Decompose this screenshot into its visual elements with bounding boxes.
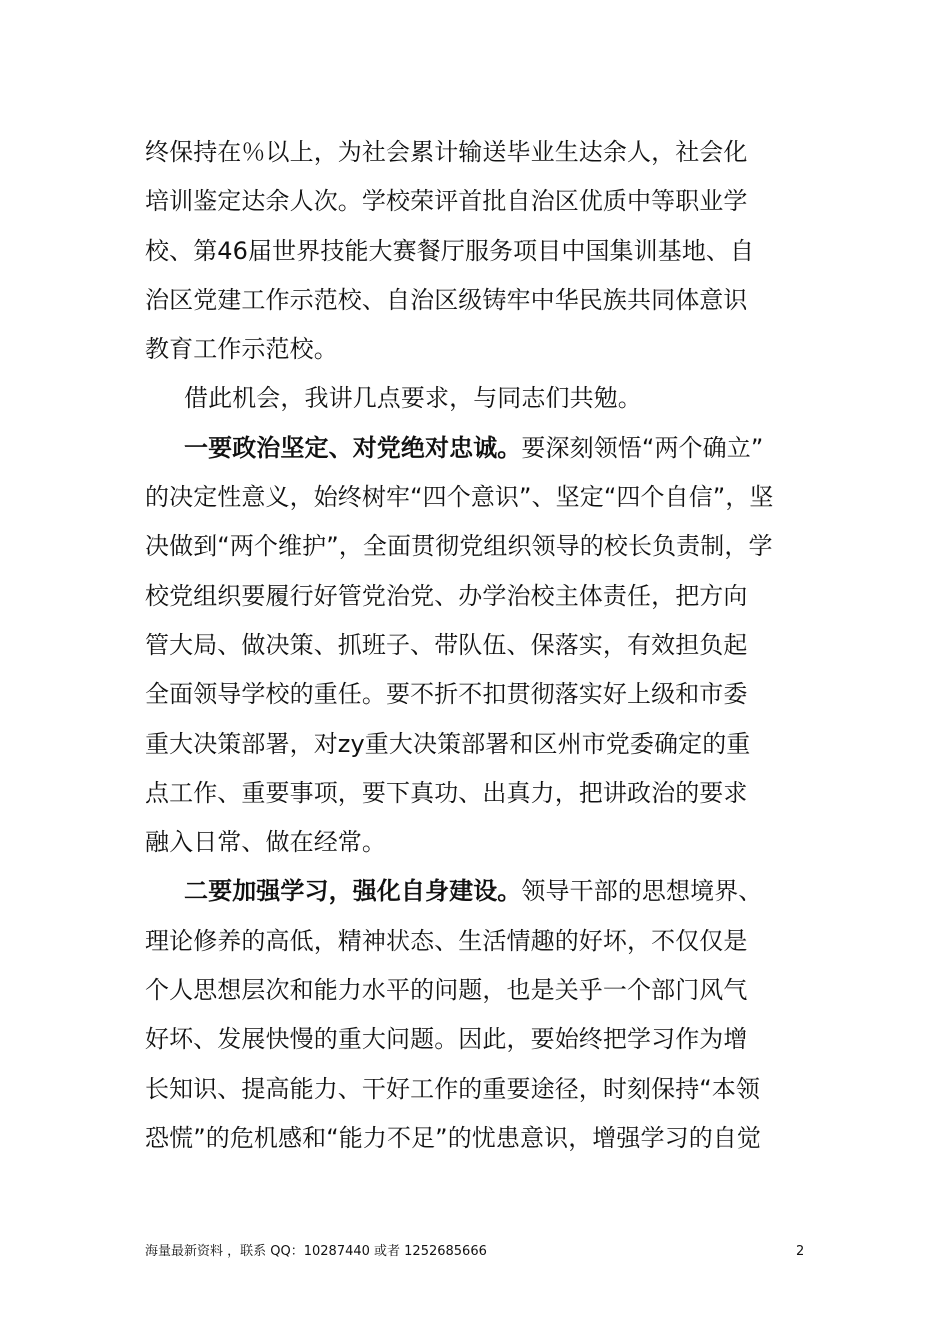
text-line: 点工作、重要事项，要下真功、出真力，把讲政治的要求 [145,778,748,807]
text-line: 教育工作示范校。 [145,335,338,364]
section2-heading: 二要加强学习，强化自身建设。 [184,877,522,906]
text-line: 重大决策部署，对zy重大决策部署和区州市党委确定的重 [145,729,751,758]
text-line: 的决定性意义，始终树牢“四个意识”、坚定“四个自信”，坚 [145,483,774,512]
section1-first-line [145,424,810,473]
text-line: 长知识、提高能力、干好工作的重要途径，时刻保持“本领 [145,1074,761,1103]
text-line: 管大局、做决策、抓班子、带队伍、保落实，有效担负起 [145,630,748,659]
text-line: 治区党建工作示范校、自治区级铸牢中华民族共同体意识 [145,285,748,314]
body-text [145,128,810,1163]
text-line: 终保持在％以上，为社会累计输送毕业生达余人，社会化 [145,138,748,166]
section1-first-line-rest: 要深刻领悟“两个确立” [521,433,764,462]
text-line: 培训鉴定达余人次。学校荣评首批自治区优质中等职业学 [145,187,748,216]
text-line: 理论修养的高低，精神状态、生活情趣的好坏，不仅仅是 [145,926,748,955]
text-line: 校党组织要履行好管党治党、办学治校主体责任，把方向 [145,581,748,610]
text-line: 决做到“两个维护”，全面贯彻党组织领导的校长负责制，学 [145,532,773,561]
section2-first-line [145,867,810,916]
intro-paragraph: 借此机会，我讲几点要求，与同志们共勉。 [184,384,642,413]
text-line: 全面领导学校的重任。要不折不扣贯彻落实好上级和市委 [145,680,748,709]
page-number: 2 [796,1244,805,1259]
text-line: 校、第46届世界技能大赛餐厅服务项目中国集训基地、自 [145,236,755,265]
text-line: 恐慌”的危机感和“能力不足”的忧患意识，增强学习的自觉 [145,1123,761,1152]
footer-note: 海量最新资料 ，联系 QQ：10287440 或者 1252685666 [145,1244,487,1259]
text-line: 好坏、发展快慢的重大问题。因此，要始终把学习作为增 [145,1025,748,1054]
text-line: 融入日常、做在经常。 [145,828,386,857]
section1-heading: 一要政治坚定、对党绝对忠诚。 [184,433,522,462]
text-line: 个人思想层次和能力水平的问题，也是关乎一个部门风气 [145,976,748,1005]
section2-first-line-rest: 领导干部的思想境界、 [521,877,763,906]
